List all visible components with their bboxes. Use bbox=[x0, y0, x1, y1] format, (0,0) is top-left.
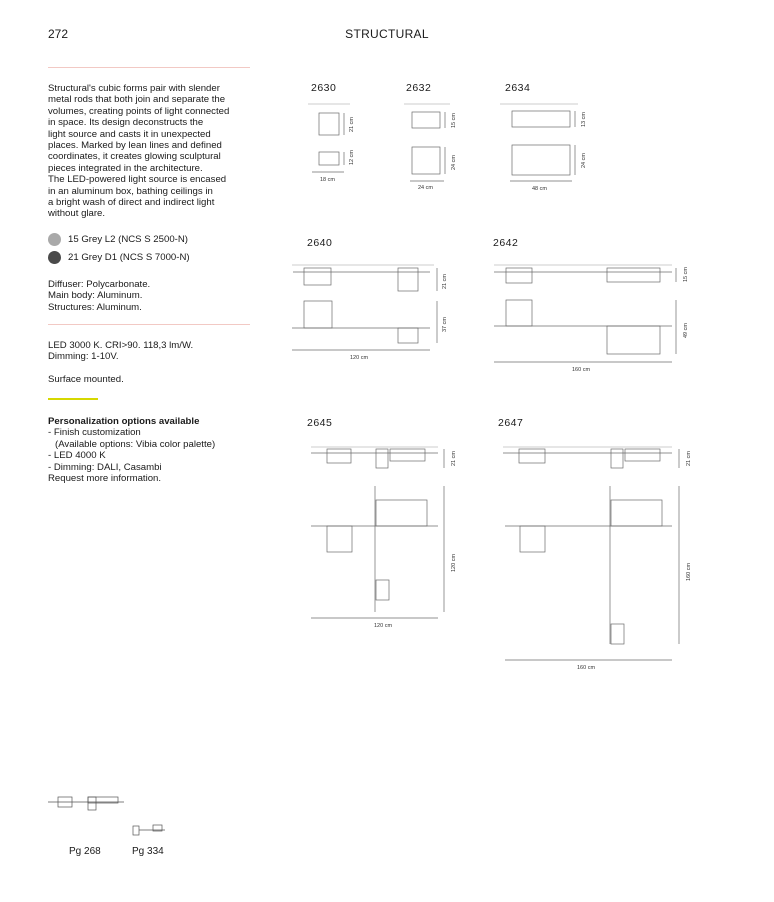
spec-line: LED 3000 K. CRI>90. 118,3 lm/W. bbox=[48, 340, 194, 351]
material-line: Diffuser: Polycarbonate. bbox=[48, 279, 151, 290]
drawing-2632 bbox=[404, 104, 457, 191]
dimension-label: 21 cm bbox=[442, 274, 448, 289]
dimension-label: 120 cm bbox=[350, 355, 369, 361]
dimension-label: 21 cm bbox=[686, 451, 692, 466]
description-line: in an aluminum box, bathing ceilings in bbox=[48, 185, 213, 197]
personalization-line: - Finish customization bbox=[48, 427, 141, 439]
dimension-label: 49 cm bbox=[683, 323, 689, 338]
drawing-2634 bbox=[500, 104, 587, 192]
dimension-label: 12 cm bbox=[349, 150, 355, 165]
model-code: 2642 bbox=[493, 237, 519, 249]
description-line: a bright wash of direct and indirect light bbox=[48, 197, 215, 209]
description-line: in space. Its design deconstructs the bbox=[48, 117, 204, 129]
finish-label: 15 Grey L2 (NCS S 2500-N) bbox=[68, 234, 188, 245]
description-line: without glare. bbox=[48, 208, 106, 220]
dimension-label: 21 cm bbox=[349, 117, 355, 132]
drawing-2630 bbox=[308, 104, 355, 183]
drawing-2642 bbox=[494, 265, 689, 373]
dimension-label: 21 cm bbox=[451, 451, 457, 466]
dimension-label: 13 cm bbox=[581, 112, 587, 127]
dimension-label: 48 cm bbox=[532, 186, 547, 192]
related-thumbnail-268[interactable] bbox=[48, 797, 124, 810]
dimension-label: 160 cm bbox=[572, 367, 591, 373]
material-line: Structures: Aluminum. bbox=[48, 301, 142, 313]
dimension-label: 120 cm bbox=[374, 623, 393, 629]
personalization-heading: Personalization options available bbox=[48, 416, 200, 427]
page-number: 272 bbox=[48, 27, 69, 41]
model-code: 2632 bbox=[406, 82, 432, 94]
personalization-line: - Dimming: DALI, Casambi bbox=[48, 461, 162, 473]
description-line: coordinates, it creates glowing sculptural bbox=[48, 151, 221, 163]
mounting: Surface mounted. bbox=[48, 374, 124, 385]
related-page-link[interactable]: Pg 334 bbox=[132, 846, 164, 857]
dimension-label: 15 cm bbox=[683, 267, 689, 282]
page-title: STRUCTURAL bbox=[345, 27, 429, 41]
finish-label: 21 Grey D1 (NCS S 7000-N) bbox=[68, 252, 190, 263]
related-page-link[interactable]: Pg 268 bbox=[69, 846, 101, 857]
dimension-label: 18 cm bbox=[320, 177, 335, 183]
dimension-label: 160 cm bbox=[686, 562, 692, 581]
drawing-2647 bbox=[503, 447, 692, 671]
model-code: 2634 bbox=[505, 82, 531, 94]
dimension-label: 24 cm bbox=[451, 155, 457, 170]
spec-line: Dimming: 1-10V. bbox=[48, 351, 119, 363]
dimension-label: 24 cm bbox=[418, 185, 433, 191]
description-line: The LED-powered light source is encased bbox=[48, 174, 227, 186]
description-line: Structural's cubic forms pair with slender bbox=[48, 83, 220, 94]
model-code: 2640 bbox=[307, 237, 333, 249]
dimension-label: 120 cm bbox=[451, 553, 457, 572]
description-line: metal rods that both join and separate the bbox=[48, 94, 226, 106]
description-line: light source and casts it in unexpected bbox=[48, 128, 211, 140]
dimension-label: 15 cm bbox=[451, 113, 457, 128]
description-line: places. Marked by lean lines and defined bbox=[48, 140, 222, 152]
personalization-line: Request more information. bbox=[48, 473, 162, 485]
related-thumbnail-334[interactable] bbox=[133, 825, 165, 835]
personalization-line: - LED 4000 K bbox=[48, 450, 106, 462]
model-code: 2647 bbox=[498, 417, 524, 429]
dimension-label: 37 cm bbox=[442, 317, 448, 332]
material-line: Main body: Aluminum. bbox=[48, 290, 143, 302]
dimension-label: 24 cm bbox=[581, 153, 587, 168]
description-line: pieces integrated in the architecture. bbox=[48, 162, 203, 174]
model-code: 2630 bbox=[311, 82, 337, 94]
personalization-line: (Available options: Vibia color palette) bbox=[55, 438, 216, 450]
description-line: volumes, creating points of light connected bbox=[48, 105, 230, 117]
model-code: 2645 bbox=[307, 417, 333, 429]
drawing-2640 bbox=[292, 265, 448, 361]
drawing-2645 bbox=[311, 447, 457, 629]
dimension-label: 160 cm bbox=[577, 665, 596, 671]
